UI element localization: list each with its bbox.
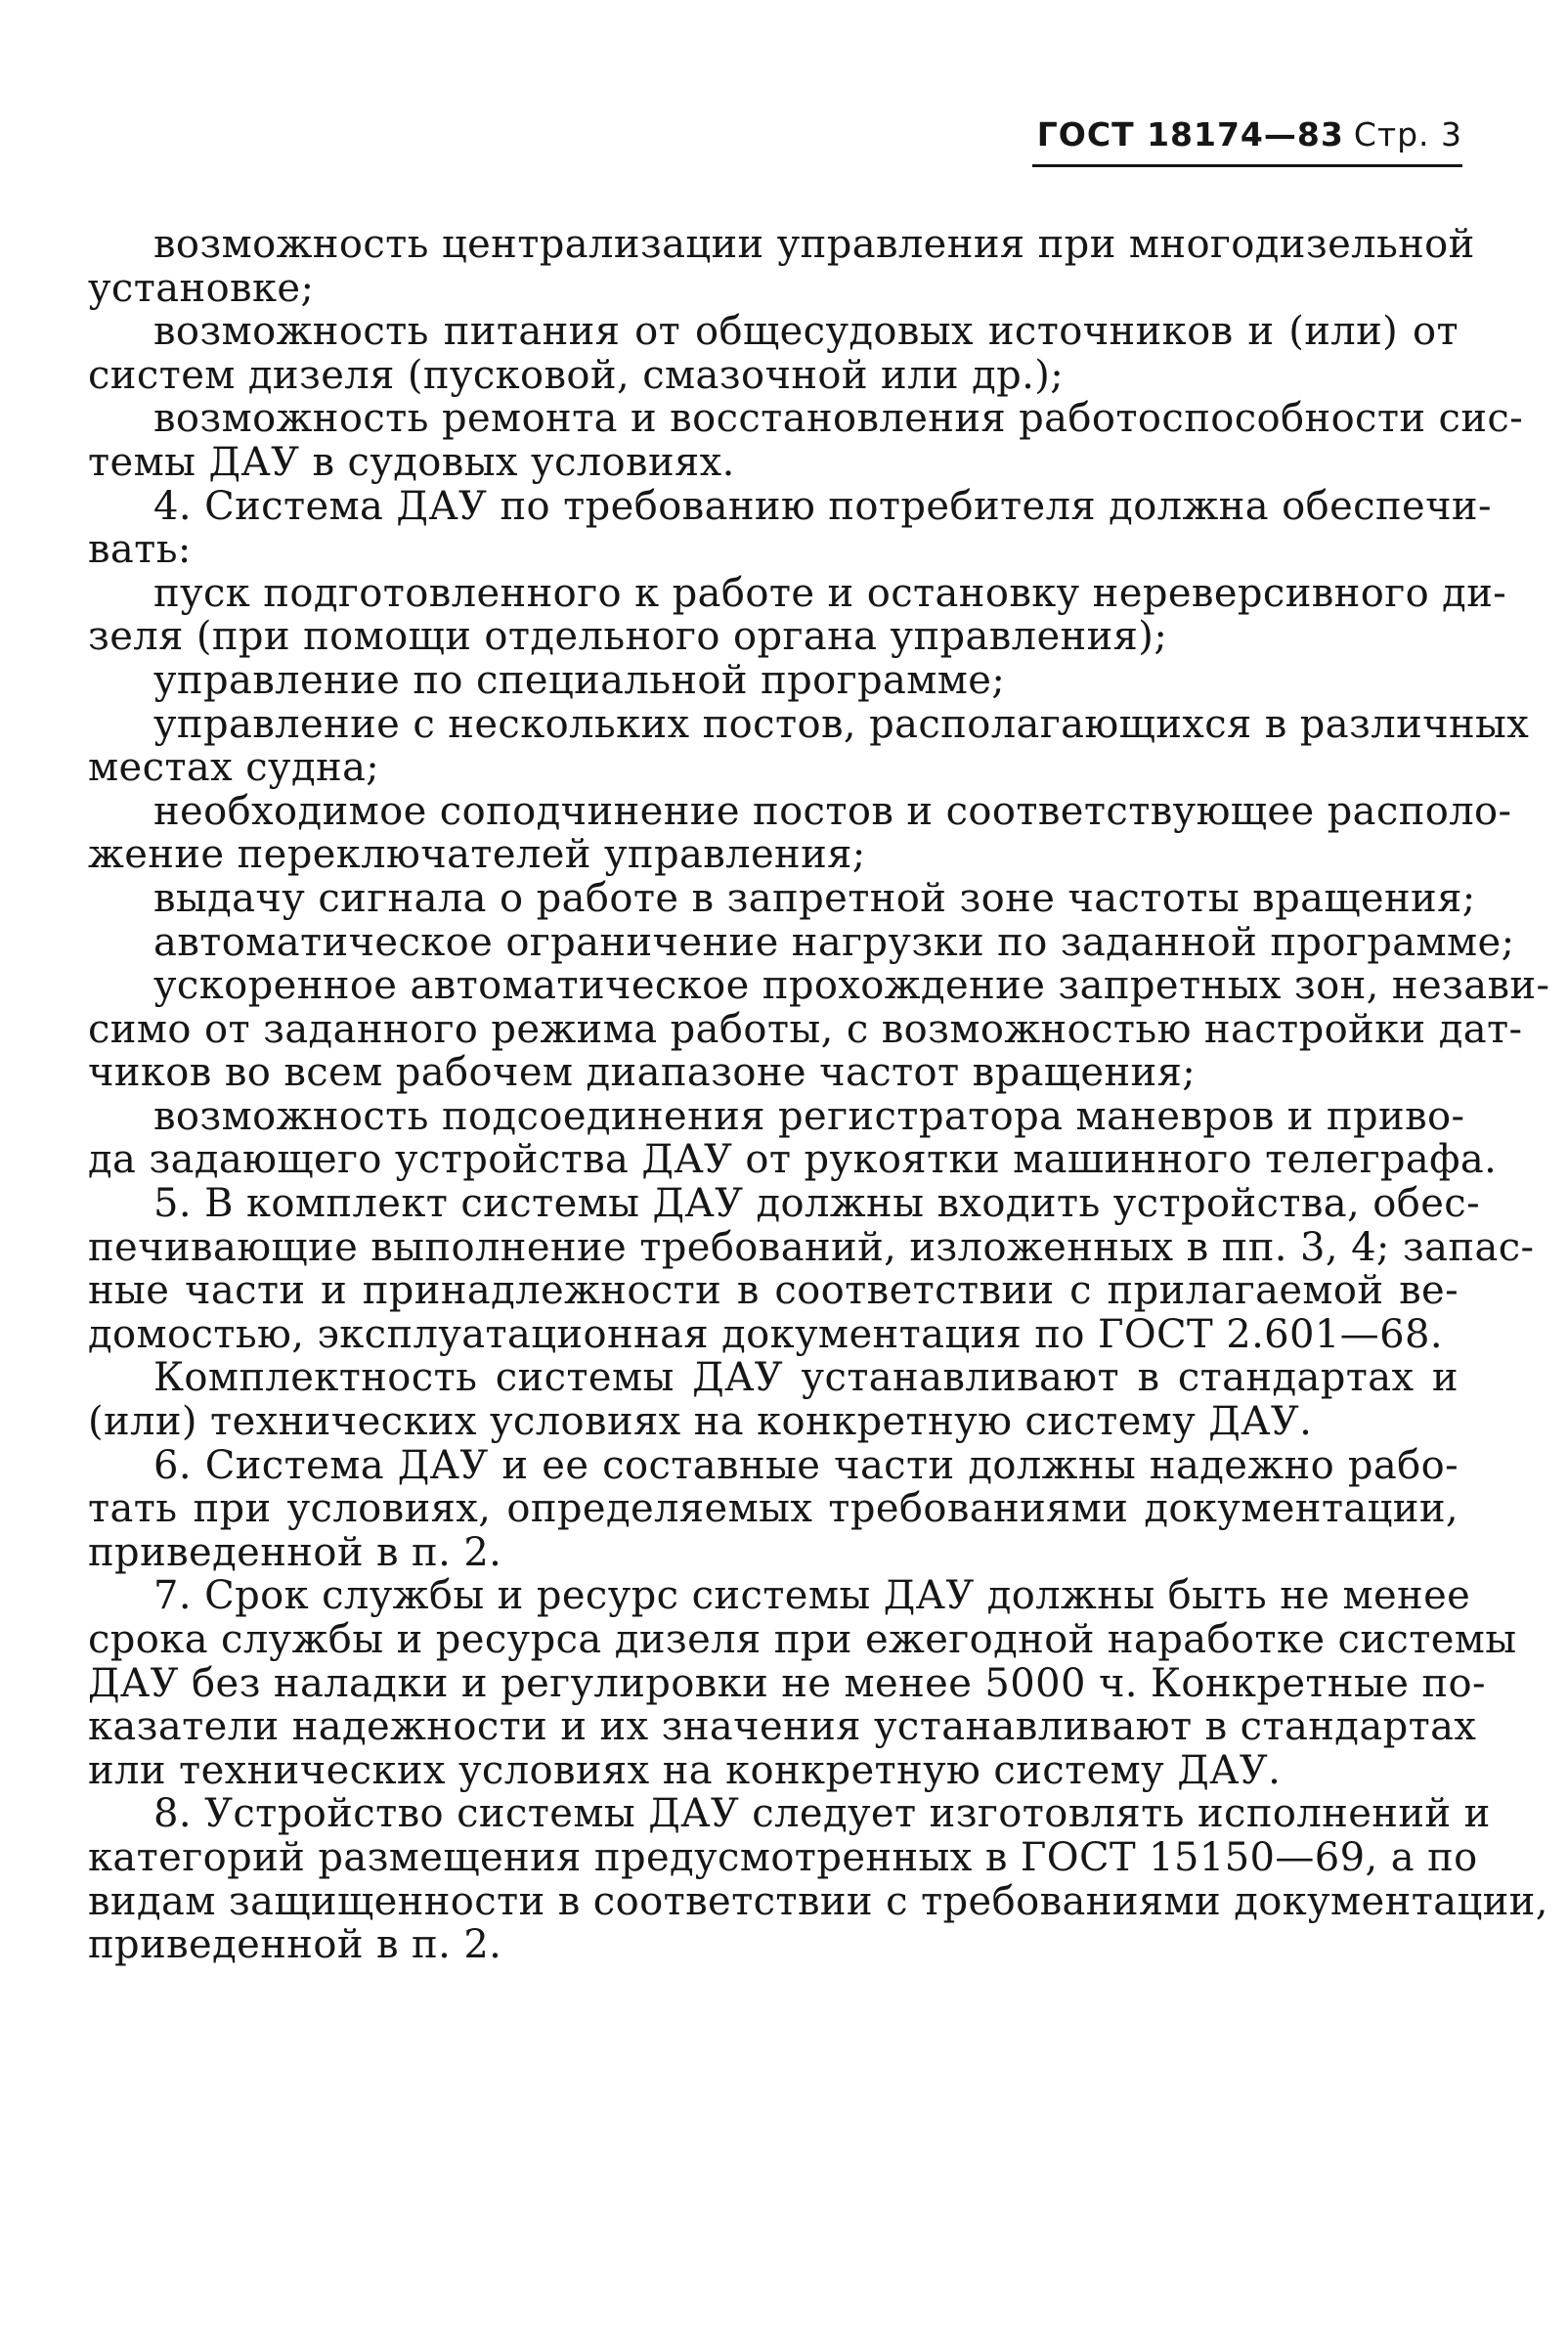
text-line: домостью, эксплуатационная документация по ГОСТ 2.601—68. xyxy=(88,1311,1443,1357)
standard-title: ГОСТ 18174—83 xyxy=(1036,115,1344,154)
text-line: необходимое соподчинение постов и соответствующее располо- xyxy=(153,788,1512,834)
page-header xyxy=(1032,115,1462,167)
text-line: 4. Система ДАУ по требованию потребителя должна обеспечи- xyxy=(153,483,1492,529)
text-line: тать при условиях, определяемых требованиями документации, xyxy=(88,1486,1459,1532)
text-line: чиков во всем рабочем диапазоне частот вращения; xyxy=(88,1050,1197,1096)
text-line: местах судна; xyxy=(88,745,380,791)
text-line: или технических условиях на конкретную систему ДАУ. xyxy=(88,1747,1282,1793)
text-line: видам защищенности в соответствии с требованиями документации, xyxy=(88,1878,1548,1924)
text-line: казатели надежности и их значения устанавливают в стандартах xyxy=(88,1704,1477,1750)
text-line: жение переключателей управления; xyxy=(88,832,866,878)
text-line: зеля (при помощи отдельного органа управления); xyxy=(88,614,1168,660)
text-line: да задающего устройства ДАУ от рукоятки машинного телеграфа. xyxy=(88,1137,1498,1183)
text-line: (или) технических условиях на конкретную систему ДАУ. xyxy=(88,1399,1313,1445)
page-number: Стр. 3 xyxy=(1353,115,1462,154)
text-line: темы ДАУ в судовых условиях. xyxy=(88,439,735,485)
text-line: Комплектность системы ДАУ устанавливают в стандартах и xyxy=(153,1355,1459,1401)
text-line: ускоренное автоматическое прохождение запретных зон, незави- xyxy=(153,963,1550,1009)
document-body xyxy=(88,222,1550,1968)
text-line: возможность питания от общесудовых источников и (или) от xyxy=(153,309,1459,355)
text-line: возможность подсоединения регистратора маневров и приво- xyxy=(153,1093,1465,1139)
text-line: возможность ремонта и восстановления работоспособности сис- xyxy=(153,396,1524,442)
text-line: управление по специальной программе; xyxy=(153,657,1006,703)
text-line: 8. Устройство системы ДАУ следует изготовлять исполнений и xyxy=(153,1791,1491,1837)
text-line: вать: xyxy=(88,527,192,573)
text-line: выдачу сигнала о работе в запретной зоне частоты вращения; xyxy=(153,875,1476,921)
text-line: управление с нескольких постов, располагающихся в различных xyxy=(153,701,1530,747)
text-line: ные части и принадлежности в соответствии с прилагаемой ве- xyxy=(88,1268,1459,1314)
text-line: 6. Система ДАУ и ее составные части должны надежно рабо- xyxy=(153,1442,1459,1488)
header-line xyxy=(1032,115,1462,154)
text-line: печивающие выполнение требований, изложенных в пп. 3, 4; запас- xyxy=(88,1224,1535,1270)
header-rule xyxy=(1032,164,1462,167)
text-line: приведенной в п. 2. xyxy=(88,1529,502,1575)
text-line: автоматическое ограничение нагрузки по заданной программе; xyxy=(153,919,1515,965)
text-line: установке; xyxy=(88,265,315,311)
text-line: приведенной в п. 2. xyxy=(88,1922,502,1968)
text-line: систем дизеля (пусковой, смазочной или др.); xyxy=(88,352,1065,398)
text-line: категорий размещения предусмотренных в ГОСТ 15150—69, а по xyxy=(88,1834,1478,1880)
text-line: 5. В комплект системы ДАУ должны входить устройства, обес- xyxy=(153,1181,1481,1227)
text-line: возможность централизации управления при многодизельной xyxy=(153,222,1475,267)
text-line: ДАУ без наладки и регулировки не менее 5000 ч. Конкретные по- xyxy=(88,1660,1486,1706)
text-line: 7. Срок службы и ресурс системы ДАУ должны быть не менее xyxy=(153,1573,1471,1619)
text-line: пуск подготовленного к работе и остановку нереверсивного ди- xyxy=(153,570,1507,616)
text-line: срока службы и ресурса дизеля при ежегодной наработке системы xyxy=(88,1617,1517,1662)
text-line: симо от заданного режима работы, с возможностью настройки дат- xyxy=(88,1006,1523,1052)
